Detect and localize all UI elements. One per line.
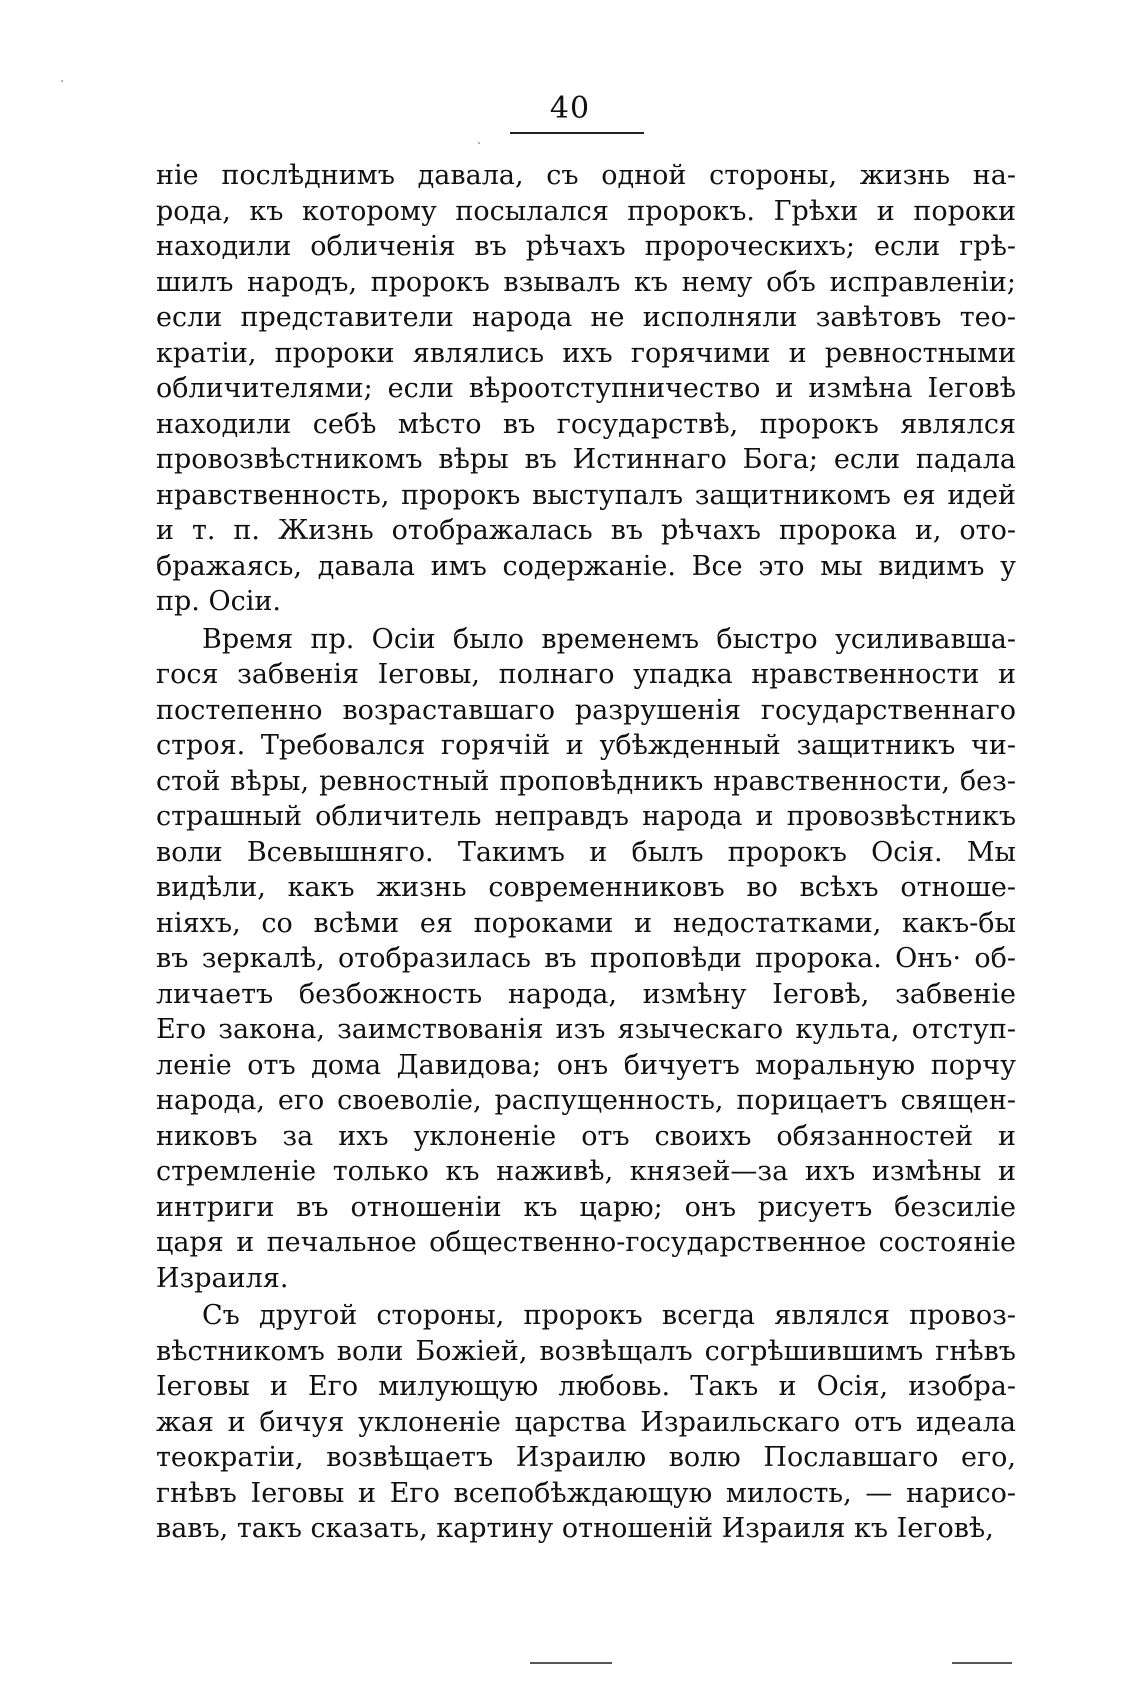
text-line: и т. п. Жизнь отображалась въ рѣчахъ пророка и, ото- — [156, 515, 1016, 546]
text-line: видѣли, какъ жизнь современниковъ во всѣхъ отноше- — [156, 872, 1016, 903]
text-line: вавъ, такъ сказать, картину отношеній Израиля къ Іеговѣ, — [156, 1513, 994, 1544]
text-line: нравственность, пророкъ выступалъ защитникомъ ея идей — [156, 479, 1016, 511]
text-line: постепенно возраставшаго разрушенія государственнаго — [156, 694, 1016, 726]
text-line: бражаясь, давала имъ содержаніе. Все это мы видимъ у — [156, 550, 1016, 582]
footer-rule-left — [530, 1662, 612, 1664]
text-line: обличителями; если вѣроотступничество и измѣна Іеговѣ — [156, 373, 1016, 404]
text-line: страшный обличитель неправдъ народа и провозвѣстникъ — [156, 801, 1016, 832]
text-line: гося забвенія Іеговы, полнаго упадка нравственности и — [156, 659, 1016, 690]
text-line: пр. Осіи. — [156, 586, 281, 617]
text-line: народа, его своеволіе, распущенность, порицаетъ священ- — [156, 1085, 1016, 1116]
text-line: леніе отъ дома Давидова; онъ бичуетъ моральную порчу — [156, 1049, 1016, 1081]
footer-rule-right — [952, 1662, 1012, 1664]
page-number: 40 — [549, 91, 591, 126]
text-line: Израиля. — [156, 1262, 289, 1294]
text-line: личаетъ безбожность народа, измѣну Іеговѣ, забвеніе — [156, 978, 1016, 1010]
text-line: если представители народа не исполняли завѣтовъ тео- — [156, 302, 1016, 333]
text-line: Іеговы и Его милующую любовь. Такъ и Осія, изобра- — [156, 1371, 1016, 1402]
text-line: стремленіе только къ наживѣ, князей—за ихъ измѣны и — [156, 1156, 1016, 1187]
text-line: жая и бичуя уклоненіе царства Израильскаго отъ идеала — [156, 1406, 1016, 1438]
text-line: находили себѣ мѣсто въ государствѣ, пророкъ являлся — [156, 408, 1016, 440]
text-line: въ зеркалѣ, отобразилась въ проповѣди пророка. Онъ· об- — [156, 943, 1016, 974]
text-line: гнѣвъ Іеговы и Его всепобѣждающую милость, — нарисо- — [156, 1477, 1016, 1509]
text-line: ніяхъ, со всѣми ея пороками и недостатками, какъ-бы — [156, 907, 1016, 939]
text-line: находили обличенія въ рѣчахъ пророческихъ; если грѣ- — [156, 231, 1016, 262]
text-line: Его закона, заимствованія изъ языческаго культа, отступ- — [156, 1014, 1016, 1045]
text-line: провозвѣстникомъ вѣры въ Истиннаго Бога; если падала — [156, 444, 1016, 475]
text-line: вѣстникомъ воли Божіей, возвѣщалъ согрѣшившимъ гнѣвъ — [156, 1335, 1016, 1367]
body-text — [156, 158, 1016, 1549]
text-line: Время пр. Осіи было временемъ быстро усиливавша- — [202, 623, 1016, 655]
text-line: воли Всевышняго. Такимъ и былъ пророкъ Осія. Мы — [156, 836, 1016, 868]
text-line: никовъ за ихъ уклоненіе отъ своихъ обязанностей и — [156, 1120, 1016, 1152]
text-line: кратіи, пророки являлись ихъ горячими и ревностными — [156, 337, 1016, 369]
paragraph — [156, 158, 1016, 620]
text-line: интриги въ отношеніи къ царю; онъ рисуетъ безсиліе — [156, 1191, 1016, 1223]
paragraph — [156, 622, 1016, 1297]
page-number-rule — [510, 132, 644, 134]
text-line: Съ другой стороны, пророкъ всегда являлся провоз- — [202, 1300, 1016, 1331]
paper-speck — [61, 80, 63, 82]
text-line: рода, къ которому посылался пророкъ. Грѣхи и пороки — [156, 195, 1016, 227]
text-line: стой вѣры, ревностный проповѣдникъ нравственности, без- — [156, 765, 1016, 797]
text-line: теократіи, возвѣщаетъ Израилю волю Пославшаго его, — [156, 1442, 1016, 1473]
paper-speck — [478, 142, 480, 144]
text-line: строя. Требовался горячій и убѣжденный защитникъ чи- — [156, 730, 1016, 761]
text-line: шилъ народъ, пророкъ взывалъ къ нему объ исправленіи; — [156, 266, 1016, 298]
text-line: царя и печальное общественно-государственное состояніе — [156, 1227, 1016, 1258]
text-line: ніе послѣднимъ давала, съ одной стороны, жизнь на- — [156, 160, 1016, 191]
paragraph — [156, 1298, 1016, 1547]
